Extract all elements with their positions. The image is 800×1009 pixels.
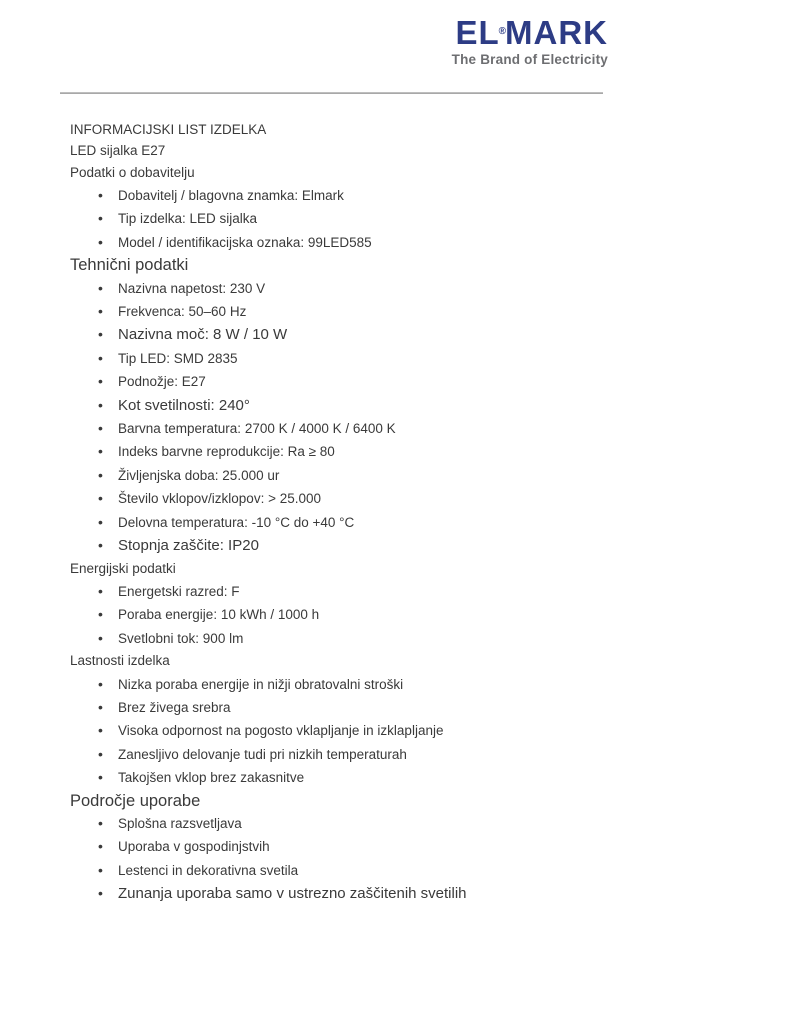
list-item-text: Življenjska doba: 25.000 ur xyxy=(118,467,280,483)
list-item xyxy=(70,440,750,463)
bullet-icon: • xyxy=(98,606,103,623)
list-item xyxy=(70,696,750,719)
brand-wordmark xyxy=(452,16,608,50)
brand-suffix: MARK xyxy=(505,14,608,51)
list-item xyxy=(70,347,750,370)
bullet-icon: • xyxy=(98,582,103,599)
list-item-text: Brez živega srebra xyxy=(118,699,231,715)
list-item-text: Uporaba v gospodinjstvih xyxy=(118,839,270,855)
list-item xyxy=(70,277,750,300)
bullet-icon: • xyxy=(98,769,103,786)
bullet-icon: • xyxy=(98,210,103,227)
product-name: LED sijalka E27 xyxy=(70,143,166,159)
registered-trademark-icon: ® xyxy=(498,26,507,37)
list-item-text: Splošna razsvetljava xyxy=(118,815,242,831)
list-item xyxy=(70,184,750,207)
bullet-icon: • xyxy=(98,513,103,530)
list-item-text: Podnožje: E27 xyxy=(118,374,206,390)
section-heading-1: Tehnični podatki xyxy=(70,256,189,275)
section-heading-3: Lastnosti izdelka xyxy=(70,653,170,669)
list-item-text: Stopnja zaščite: IP20 xyxy=(118,537,259,555)
list-item-text: Delovna temperatura: -10 °C do +40 °C xyxy=(118,514,355,530)
list-item xyxy=(70,370,750,393)
document-content xyxy=(70,119,750,906)
header-divider xyxy=(60,92,603,94)
list-item-text: Kot svetilnosti: 240° xyxy=(118,396,250,414)
elmark-logo xyxy=(452,16,608,68)
list-item-text: Energetski razred: F xyxy=(118,583,240,599)
list-item-text: Visoka odpornost na pogosto vklapljanje in izklapljanje xyxy=(118,723,444,739)
bullet-icon: • xyxy=(98,814,103,831)
bullet-icon: • xyxy=(98,537,103,554)
list-item-text: Nazivna napetost: 230 V xyxy=(118,280,266,296)
list-item xyxy=(70,859,750,882)
list-item xyxy=(70,300,750,323)
list-item xyxy=(70,743,750,766)
list-item-text: Svetlobni tok: 900 lm xyxy=(118,630,244,646)
bullet-icon: • xyxy=(98,861,103,878)
list-item xyxy=(70,323,750,346)
list-item xyxy=(70,627,750,650)
list-item-text: Zanesljivo delovanje tudi pri nizkih temperaturah xyxy=(118,746,407,762)
list-item xyxy=(70,719,750,742)
bullet-icon: • xyxy=(98,420,103,437)
list-item xyxy=(70,207,750,230)
list-item xyxy=(70,394,750,417)
list-item xyxy=(70,487,750,510)
list-item xyxy=(70,882,750,905)
section-heading-0: Podatki o dobavitelju xyxy=(70,164,195,180)
bullet-icon: • xyxy=(98,490,103,507)
section-heading-4: Področje uporabe xyxy=(70,791,201,810)
list-item-text: Indeks barvne reprodukcije: Ra ≥ 80 xyxy=(118,444,335,460)
list-item-text: Nazivna moč: 8 W / 10 W xyxy=(118,326,288,344)
list-item xyxy=(70,835,750,858)
list-item-text: Frekvenca: 50–60 Hz xyxy=(118,304,247,320)
list-item xyxy=(70,231,750,254)
bullet-icon: • xyxy=(98,373,103,390)
sections-container xyxy=(70,162,750,906)
list-item-text: Zunanja uporaba samo v ustrezno zaščitenih svetilih xyxy=(118,885,467,903)
bullet-icon: • xyxy=(98,187,103,203)
list-item xyxy=(70,464,750,487)
bullet-icon: • xyxy=(98,698,103,715)
list-item xyxy=(70,534,750,557)
bullet-icon: • xyxy=(98,443,103,460)
bullet-icon: • xyxy=(98,349,103,366)
document-title: INFORMACIJSKI LIST IZDELKA xyxy=(70,122,267,137)
list-item xyxy=(70,580,750,603)
list-item-text: Model / identifikacijska oznaka: 99LED585 xyxy=(118,234,372,250)
list-item-text: Takojšen vklop brez zakasnitve xyxy=(118,770,305,786)
list-item-text: Poraba energije: 10 kWh / 1000 h xyxy=(118,607,320,623)
section-heading-2: Energijski podatki xyxy=(70,560,176,576)
list-item xyxy=(70,812,750,835)
bullet-icon: • xyxy=(98,745,103,762)
bullet-icon: • xyxy=(98,303,103,320)
bullet-icon: • xyxy=(98,279,103,296)
bullet-icon: • xyxy=(98,675,103,692)
list-item-text: Število vklopov/izklopov: > 25.000 xyxy=(118,491,321,507)
bullet-icon: • xyxy=(98,326,103,343)
list-item xyxy=(70,417,750,440)
bullet-icon: • xyxy=(98,838,103,855)
bullet-icon: • xyxy=(98,722,103,739)
brand-tagline: The Brand of Electricity xyxy=(451,52,608,67)
list-item xyxy=(70,603,750,626)
bullet-icon: • xyxy=(98,396,103,413)
bullet-icon: • xyxy=(98,466,103,483)
bullet-icon: • xyxy=(98,233,103,250)
list-item xyxy=(70,673,750,696)
list-item-text: Tip izdelka: LED sijalka xyxy=(118,211,258,227)
list-item xyxy=(70,511,750,534)
list-item-text: Nizka poraba energije in nižji obratovalni stroški xyxy=(118,676,404,692)
bullet-icon: • xyxy=(98,885,103,902)
bullet-icon: • xyxy=(98,629,103,646)
list-item-text: Barvna temperatura: 2700 K / 4000 K / 6400 K xyxy=(118,421,396,437)
list-item-text: Lestenci in dekorativna svetila xyxy=(118,862,299,878)
list-item xyxy=(70,766,750,789)
brand-prefix: EL xyxy=(455,14,500,51)
list-item-text: Dobavitelj / blagovna znamka: Elmark xyxy=(118,188,344,203)
list-item-text: Tip LED: SMD 2835 xyxy=(118,350,238,366)
